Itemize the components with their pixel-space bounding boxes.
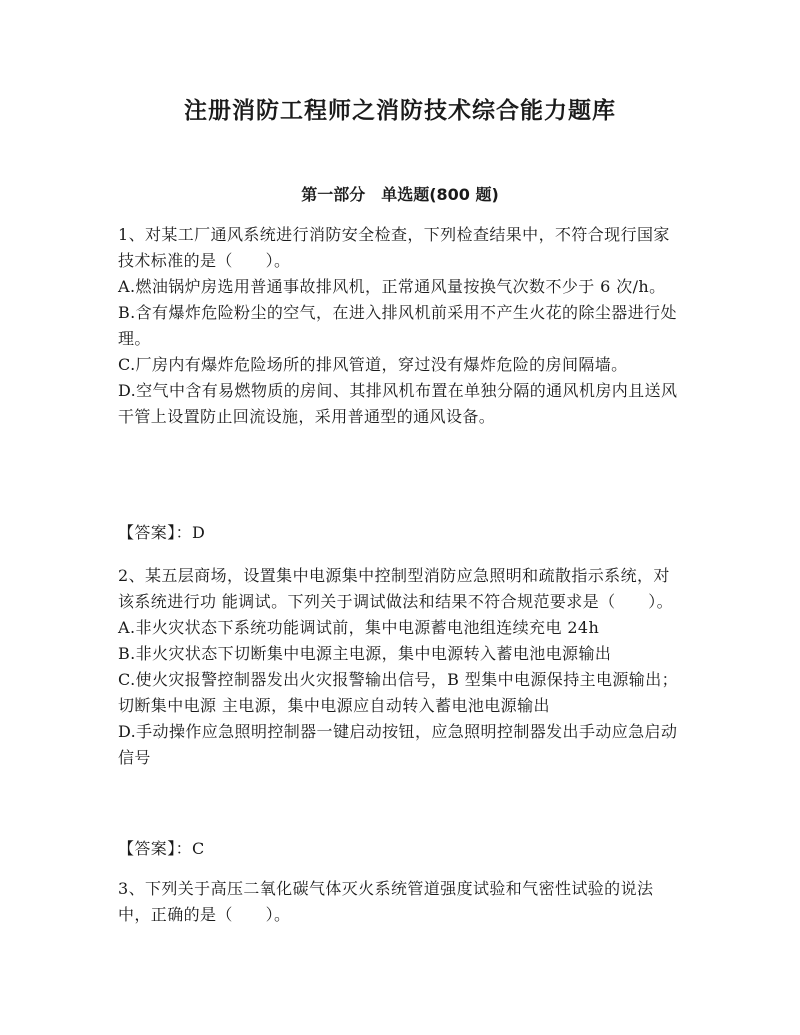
- option-a: A.燃油锅炉房选用普通事故排风机，正常通风量按换气次数不少于 6 次/h。: [118, 277, 666, 296]
- option-d: D.手动操作应急照明控制器一键启动按钮，应急照明控制器发出手动应急启动信号: [118, 722, 678, 767]
- option-a: A.非火灾状态下系统功能调试前，集中电源蓄电池组连续充电 24h: [118, 618, 600, 637]
- option-c: C.厂房内有爆炸危险场所的排风管道，穿过没有爆炸危险的房间隔墙。: [118, 355, 628, 374]
- option-b: B.非火灾状态下切断集中电源主电源，集中电源转入蓄电池电源输出: [118, 644, 612, 663]
- question-stem: 1、对某工厂通风系统进行消防安全检查，下列检查结果中，不符合现行国家技术标准的是（ ）。: [118, 225, 670, 270]
- option-b: B.含有爆炸危险粉尘的空气，在进入排风机前采用不产生火花的除尘器进行处理。: [118, 303, 677, 348]
- question-3: [118, 876, 682, 928]
- question-stem: 2、某五层商场，设置集中电源集中控制型消防应急照明和疏散指示系统，对该系统进行功 能调试。下列关于调试做法和结果不符合规范要求是（ ）。: [118, 566, 674, 611]
- answer-1: 【答案】：D: [118, 523, 206, 542]
- question-1: [118, 222, 682, 430]
- option-c: C.使火灾报警控制器发出火灾报警输出信号，B 型集中电源保持主电源输出；切断集中电源 主电源，集中电源应自动转入蓄电池电源输出: [118, 670, 679, 715]
- answer-2: 【答案】：C: [118, 839, 205, 858]
- option-d: D.空气中含有易燃物质的房间、其排风机布置在单独分隔的通风机房内且送风干管上设置防止回流设施，采用普通型的通风设备。: [118, 381, 678, 426]
- question-stem: 3、下列关于高压二氧化碳气体灭火系统管道强度试验和气密性试验的说法中，正确的是（ ）。: [118, 879, 654, 924]
- document-title: 注册消防工程师之消防技术综合能力题库: [184, 98, 616, 124]
- section-heading: 第一部分 单选题(800 题): [301, 185, 499, 204]
- question-2: [118, 563, 682, 771]
